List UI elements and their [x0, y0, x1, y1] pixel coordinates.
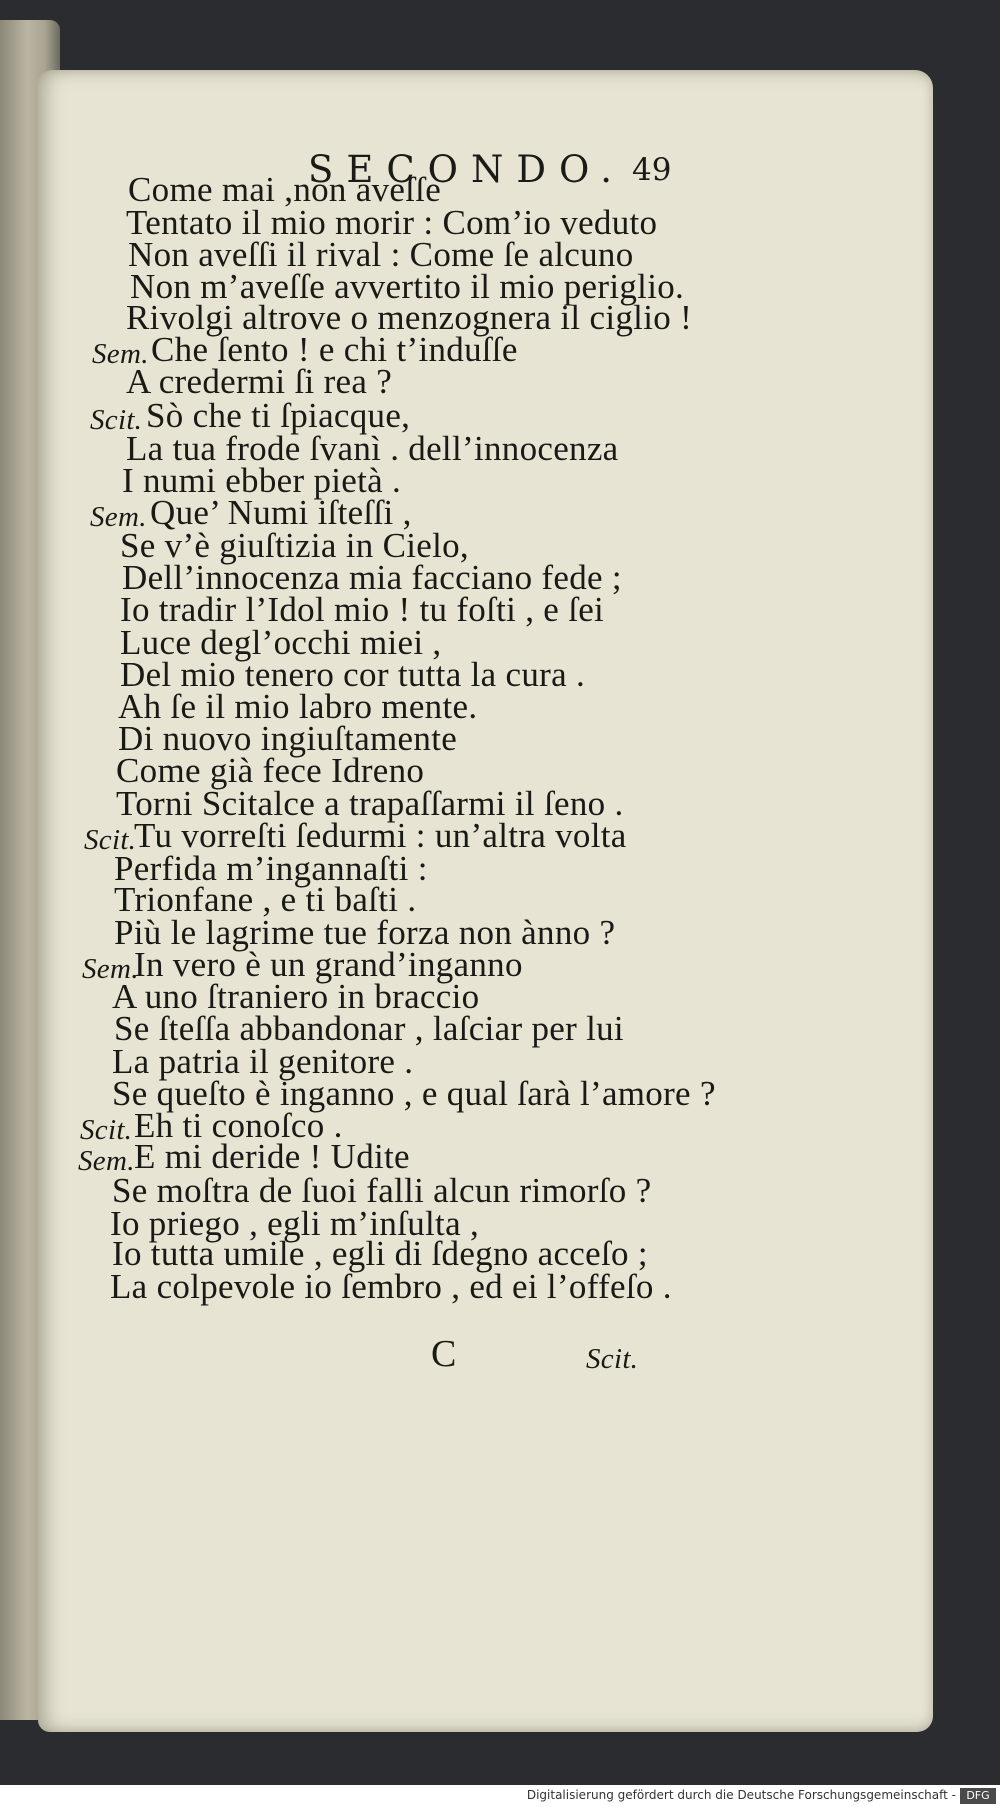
verse-text: Ah ſe il mio labro mente. — [118, 687, 478, 726]
verse-text: Io tradir l’Idol mio ! tu foſti , e ſei — [120, 590, 605, 629]
verse-text: Di nuovo ingiuſtamente — [118, 719, 458, 758]
verse-text: Se moſtra de ſuoi falli alcun rimorſo ? — [112, 1171, 652, 1210]
verse-text: Luce degl’occhi miei , — [120, 623, 442, 662]
speaker-label: Sem. — [82, 953, 139, 985]
verse-text: Torni Scitalce a trapaſſarmi il ſeno . — [116, 784, 624, 823]
verse-text: Tu vorreſti ſedurmi : un’altra volta — [134, 816, 627, 855]
speaker-label: Sem. — [92, 338, 149, 370]
verse-text: E mi deride ! Udite — [134, 1137, 410, 1176]
verse-text: La colpevole io ſembro , ed ei l’offeſo . — [110, 1267, 672, 1306]
verse-text: Eh ti conoſco . — [134, 1106, 343, 1145]
verse-text: Del mio tenero cor tutta la cura . — [120, 655, 586, 694]
dfg-logo: DFG — [960, 1788, 996, 1804]
verse-text: La tua frode ſvanì . dell’innocenza — [126, 429, 619, 468]
verse-text: I numi ebber pietà . — [122, 461, 402, 500]
footer-credit: Digitalisierung gefördert durch die Deutsche Forschungsgemeinschaft - — [526, 1788, 956, 1802]
signature-mark: C — [431, 1333, 457, 1375]
verse-text: A credermi ſi rea ? — [126, 362, 393, 401]
digitization-footer — [0, 1785, 1000, 1807]
running-title: SECONDO. — [308, 148, 625, 191]
verse-text: Tentato il mio morir : Com’io veduto — [126, 203, 658, 242]
verse-text: Che ſento ! e chi t’induſſe — [151, 330, 518, 369]
verse-text: Sò che ti ſpiacque, — [146, 396, 411, 435]
book-page — [38, 70, 933, 1732]
verse-text: Più le lagrime tue forza non ànno ? — [114, 913, 616, 952]
verse-text: Come mai ,non aveſſe — [128, 170, 442, 209]
speaker-label: Scit. — [80, 1114, 133, 1146]
verse-text: Io priego , egli m’inſulta , — [110, 1204, 480, 1243]
verse-text: Que’ Numi iſteſſi , — [150, 493, 412, 532]
verse-text: Non aveſſi il rival : Come ſe alcuno — [128, 235, 634, 274]
verse-text: Se ſteſſa abbandonar , laſciar per lui — [114, 1009, 624, 1048]
verse-text: Dell’innocenza mia facciano fede ; — [122, 558, 622, 597]
speaker-label: Scit. — [90, 404, 143, 436]
verse-text: Io tutta umile , egli di ſdegno acceſo ; — [112, 1234, 648, 1273]
verse-text: La patria il genitore . — [112, 1042, 414, 1081]
speaker-label: Sem. — [78, 1145, 135, 1177]
verse-text: Se v’è giuſtizia in Cielo, — [120, 526, 469, 565]
page-number: 49 — [632, 152, 672, 188]
verse-text: Se queſto è inganno , e qual ſarà l’amore ? — [112, 1074, 716, 1113]
verse-text: Trionfane , e ti baſti . — [114, 880, 417, 919]
verse-text: Perfida m’ingannaſti : — [114, 849, 428, 888]
verse-text: Rivolgi altrove o menzognera il ciglio ! — [126, 298, 693, 337]
verse-text: A uno ſtraniero in braccio — [112, 977, 480, 1016]
catchword: Scit. — [586, 1343, 639, 1375]
verse-text: In vero è un grand’inganno — [134, 945, 523, 984]
verse-text: Come già fece Idreno — [116, 751, 425, 790]
speaker-label: Scit. — [84, 824, 137, 856]
verse-text: Non m’aveſſe avvertito il mio periglio. — [130, 267, 685, 306]
speaker-label: Sem. — [90, 501, 147, 533]
